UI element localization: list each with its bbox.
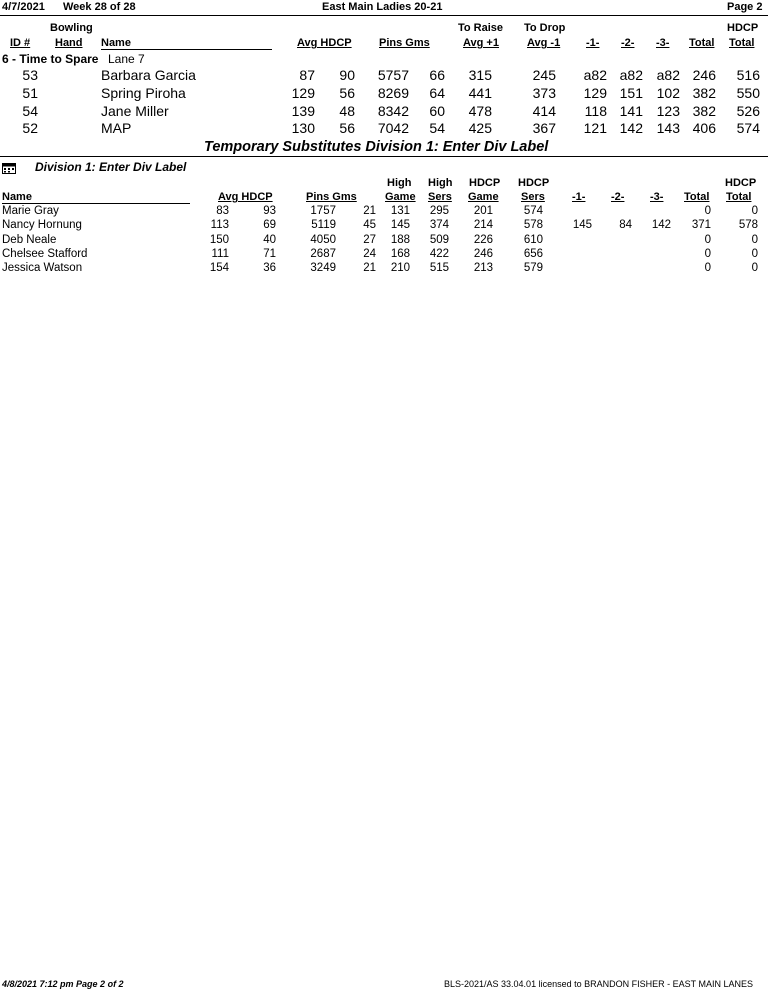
sub-cell-hs: 422 [429,248,449,260]
sub-cell-hg: 145 [390,219,410,231]
sub-cell-gms: 45 [363,219,376,231]
team-cell-gms: 54 [429,120,445,136]
team-cell-name: Jane Miller [101,103,169,119]
team-cell-hdcp: 56 [339,85,355,101]
sub-cell-hdcp-total: 0 [751,205,758,217]
sub-cell-gms: 21 [363,205,376,217]
name-underline [101,49,272,50]
sub-cell-name: Marie Gray [2,205,59,217]
col-sub-avg-hdcp: Avg HDCP [218,191,273,203]
team-cell-g1: 118 [584,103,607,119]
sub-cell-avg: 113 [210,219,229,231]
team-cell-g3: a82 [656,67,680,83]
col-to-drop: To Drop [524,22,566,34]
team-cell-total: 246 [692,67,716,83]
col-sub-game3: -3- [650,191,664,203]
sub-cell-avg: 154 [209,262,229,274]
sub-cell-hdg: 246 [473,248,493,260]
team-cell-id: 52 [22,120,38,136]
col-sub-pins-gms: Pins Gms [306,191,357,203]
sub-cell-hdcp-total: 0 [751,248,758,260]
sub-cell-hdcp: 71 [263,248,276,260]
col-hand: Hand [55,37,83,49]
team-cell-hdcp-total: 516 [736,67,760,83]
sub-cell-total: 0 [704,234,711,246]
team-cell-drop: 245 [532,67,556,83]
sub-cell-name: Jessica Watson [2,262,83,274]
sub-cell-hs: 295 [429,205,449,217]
sub-cell-g3: 142 [651,219,671,231]
sub-cell-hs: 515 [429,262,449,274]
sub-cell-name: Deb Neale [2,234,57,246]
sub-cell-hg: 188 [390,234,410,246]
team-cell-total: 382 [692,85,716,101]
team-cell-hdcp-total: 526 [736,103,760,119]
sub-name-underline [2,203,190,204]
sub-cell-total: 0 [704,262,711,274]
col-hdcp-sers: Sers [521,191,545,203]
league-title: East Main Ladies 20-21 [322,1,443,13]
col-hdcp-game-top: HDCP [469,177,501,189]
sub-cell-avg: 111 [211,248,229,260]
division-label: Division 1: Enter Div Label [35,160,187,174]
col-high-sers-top: High [428,177,453,189]
col-sub-game2: -2- [611,191,625,203]
col-high-sers: Sers [428,191,452,203]
sub-cell-gms: 27 [363,234,376,246]
sub-cell-hds: 574 [523,205,543,217]
team-cell-total: 382 [692,103,716,119]
sub-cell-g2: 84 [619,219,632,231]
sub-cell-hdcp: 69 [263,219,276,231]
team-cell-hdcp-total: 550 [736,85,760,101]
team-cell-avg: 129 [291,85,315,101]
team-cell-hdcp-total: 574 [736,120,760,136]
sub-cell-hg: 131 [390,205,410,217]
team-cell-g1: 121 [583,120,607,136]
division-icon [2,161,16,172]
col-hdcp-sers-top: HDCP [518,177,550,189]
team-cell-g1: a82 [583,67,607,83]
week-label: Week 28 of 28 [63,1,136,13]
col-game3: -3- [656,37,670,49]
sub-cell-hdcp: 36 [263,262,276,274]
subs-title: Temporary Substitutes Division 1: Enter Div Label [204,139,549,155]
sub-cell-hds: 578 [523,219,543,231]
col-hdcp-total: Total [729,37,755,49]
sub-cell-hdcp-total: 0 [751,234,758,246]
col-to-raise: To Raise [458,22,504,34]
col-avg-hdcp: Avg HDCP [297,37,352,49]
sub-cell-hdg: 214 [473,219,493,231]
col-avg-minus1: Avg -1 [527,37,561,49]
team-cell-g3: 143 [656,120,680,136]
col-bowling: Bowling [50,22,93,34]
col-name: Name [101,37,131,49]
sub-cell-hg: 210 [390,262,410,274]
sub-cell-hdg: 226 [473,234,493,246]
col-hdcp-game: Game [468,191,499,203]
col-sub-hdcp-total: Total [726,191,752,203]
team-cell-pins: 5757 [377,67,409,83]
sub-cell-pins: 3249 [310,262,336,274]
team-cell-hdcp: 48 [339,103,355,119]
sub-cell-hdg: 213 [473,262,493,274]
team-cell-raise: 441 [468,85,492,101]
col-pins-gms: Pins Gms [379,37,430,49]
header-rule [0,15,768,16]
col-avg-plus1: Avg +1 [463,37,499,49]
col-game1: -1- [586,37,600,49]
sub-cell-pins: 2687 [310,248,336,260]
team-cell-g2: 142 [619,120,643,136]
col-hdcp-total-top: HDCP [725,177,757,189]
col-sub-name: Name [2,191,32,203]
team-cell-g2: a82 [619,67,643,83]
team-cell-gms: 66 [429,67,445,83]
sub-cell-gms: 21 [363,262,376,274]
sub-cell-hdcp: 40 [263,234,276,246]
sub-cell-pins: 1757 [310,205,336,217]
team-cell-name: MAP [101,120,132,136]
sub-cell-total: 371 [691,219,711,231]
sub-cell-avg: 83 [216,205,229,217]
team-cell-pins: 8269 [377,85,409,101]
sub-cell-g1: 145 [572,219,592,231]
sub-cell-hds: 656 [523,248,543,260]
team-cell-raise: 425 [468,120,492,136]
team-title: 6 - Time to Spare [2,52,99,66]
team-cell-hdcp: 56 [339,120,355,136]
team-cell-g3: 123 [656,103,680,119]
sub-cell-hds: 610 [523,234,543,246]
team-cell-g2: 151 [619,85,643,101]
team-cell-raise: 478 [468,103,492,119]
col-sub-game1: -1- [572,191,586,203]
sub-cell-gms: 24 [363,248,376,260]
page-label: Page 2 [727,1,763,13]
team-cell-gms: 64 [429,85,445,101]
col-sub-total: Total [684,191,710,203]
team-cell-drop: 414 [532,103,556,119]
team-cell-g2: 141 [619,103,643,119]
team-cell-avg: 130 [291,120,315,136]
team-cell-name: Barbara Garcia [101,67,196,83]
sub-cell-total: 0 [704,248,711,260]
col-id: ID # [10,37,31,49]
sub-cell-pins: 4050 [310,234,336,246]
team-cell-drop: 367 [532,120,556,136]
col-high-game: Game [385,191,416,203]
team-cell-id: 54 [22,103,38,119]
team-cell-pins: 7042 [377,120,409,136]
sub-cell-name: Chelsee Stafford [2,248,88,260]
team-cell-raise: 315 [468,67,492,83]
team-cell-id: 53 [22,67,38,83]
team-cell-hdcp: 90 [339,67,355,83]
report-date: 4/7/2021 [2,1,45,13]
sub-cell-pins: 5119 [311,219,336,231]
team-lane: Lane 7 [108,52,145,66]
team-cell-pins: 8342 [377,103,409,119]
sub-cell-avg: 150 [209,234,229,246]
team-cell-drop: 373 [532,85,556,101]
sub-cell-hds: 579 [523,262,543,274]
sub-cell-hs: 374 [429,219,449,231]
team-cell-id: 51 [22,85,38,101]
sub-cell-hdg: 201 [473,205,493,217]
team-cell-name: Spring Piroha [101,85,186,101]
sub-cell-hg: 168 [390,248,410,260]
sub-cell-name: Nancy Hornung [2,219,82,231]
col-game2: -2- [621,37,635,49]
footer-license: BLS-2021/AS 33.04.01 licensed to BRANDON FISHER - EAST MAIN LANES [444,979,753,989]
team-cell-g1: 129 [583,85,607,101]
sub-cell-hdcp-total: 0 [751,262,758,274]
sub-cell-hdcp: 93 [263,205,276,217]
team-cell-g3: 102 [656,85,680,101]
col-hdcp: HDCP [727,22,759,34]
footer-printed: 4/8/2021 7:12 pm Page 2 of 2 [2,979,124,989]
sub-cell-total: 0 [704,205,711,217]
col-high-game-top: High [387,177,412,189]
subs-rule [0,156,768,157]
team-cell-total: 406 [692,120,716,136]
team-cell-gms: 60 [429,103,445,119]
col-total: Total [689,37,715,49]
sub-cell-hs: 509 [429,234,449,246]
team-cell-avg: 87 [299,67,315,83]
team-cell-avg: 139 [291,103,315,119]
sub-cell-hdcp-total: 578 [738,219,758,231]
